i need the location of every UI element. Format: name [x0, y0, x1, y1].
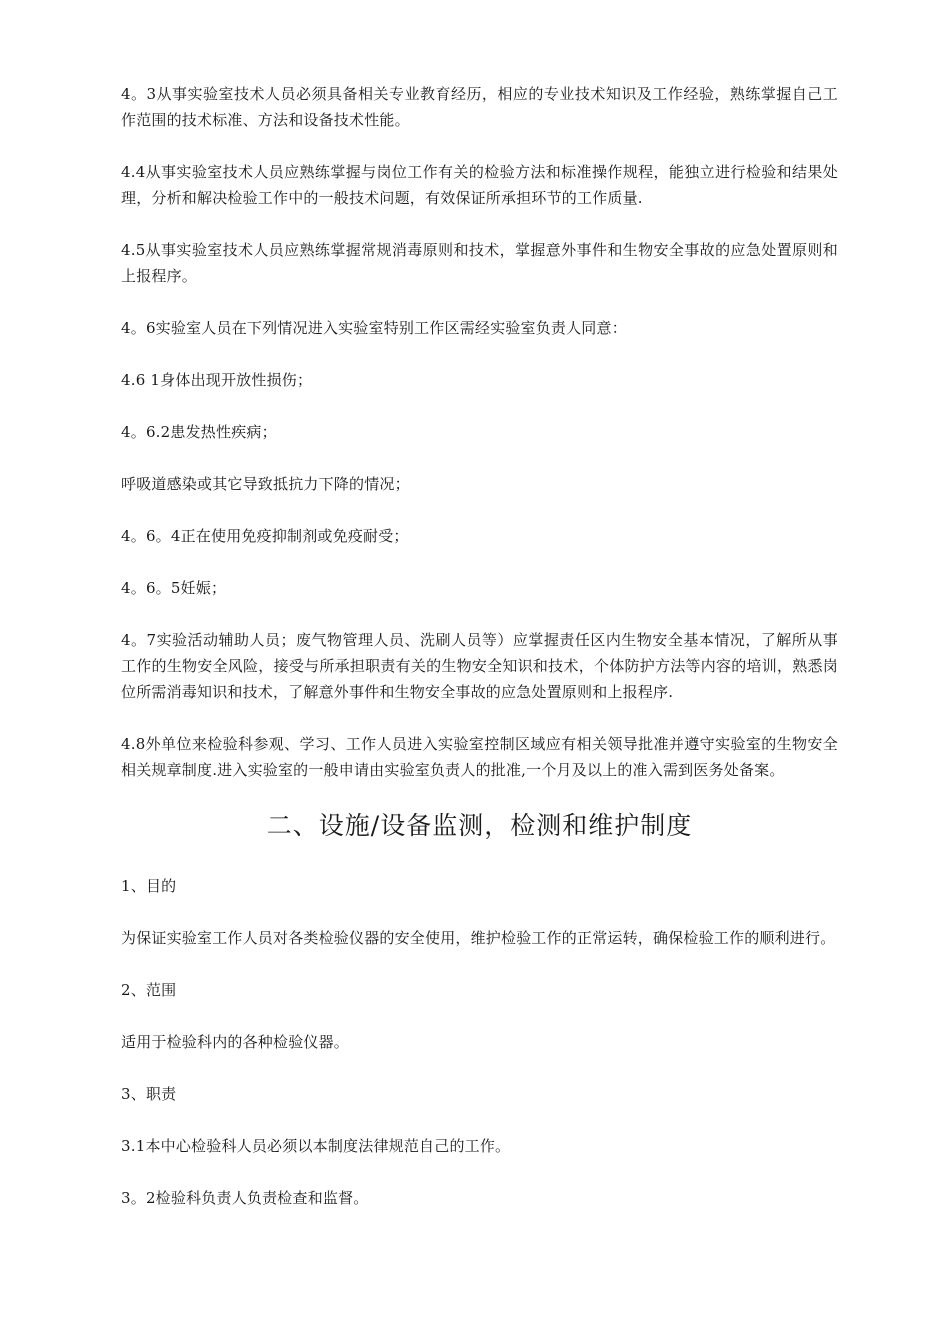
paragraph-4-6-1: 4.6 1身体出现开放性损伤； [121, 371, 313, 389]
paragraph-4-6-2: 4。6.2患发热性疾病； [121, 423, 277, 441]
paragraph-purpose: 为保证实验室工作人员对各类检验仪器的安全使用，维护检验工作的正常运转，确保检验工作的顺利进行。 [121, 929, 836, 947]
paragraph-4-4: 4.4从事实验室技术人员应熟练掌握与岗位工作有关的检验方法和标准操作规程，能独立进行检验和结果处理，分析和解决检验工作中的一般技术问题，有效保证所承担环节的工作质量. [121, 163, 838, 207]
document-page [121, 81, 838, 1237]
paragraph-4-6: 4。6实验室人员在下列情况进入实验室特别工作区需经实验室负责人同意： [121, 319, 627, 337]
paragraph-3-2: 3。2检验科负责人负责检查和监督。 [121, 1189, 369, 1207]
paragraph-4-6-4: 4。6。4正在使用免疫抑制剂或免疫耐受； [121, 527, 409, 545]
subheading-scope: 2、范围 [121, 981, 177, 999]
subheading-responsibilities: 3、职责 [121, 1085, 177, 1103]
paragraph-4-6-3: 呼吸道感染或其它导致抵抗力下降的情况； [121, 475, 410, 493]
paragraph-4-5: 4.5从事实验室技术人员应熟练掌握常规消毒原则和技术，掌握意外事件和生物安全事故的应急处置原则和上报程序。 [121, 241, 838, 285]
paragraph-3-1: 3.1本中心检验科人员必须以本制度法律规范自己的工作。 [121, 1137, 511, 1155]
paragraph-scope: 适用于检验科内的各种检验仪器。 [121, 1033, 350, 1051]
paragraph-4-7: 4。7实验活动辅助人员；废气物管理人员、洗刷人员等）应掌握责任区内生物安全基本情况，了解所从事工作的生物安全风险，接受与所承担职责有关的生物安全知识和技术，个体防护方法等内容的培训，熟悉岗位所需消毒知识和技术，了解意外事件和生物安全事故的应急处置原则和上报程序. [121, 631, 838, 701]
paragraph-4-8: 4.8外单位来检验科参观、学习、工作人员进入实验室控制区域应有相关领导批准并遵守实验室的生物安全相关规章制度.进入实验室的一般申请由实验室负责人的批准,一个月及以上的准入需到医务处备案。 [121, 735, 838, 779]
subheading-purpose: 1、目的 [121, 877, 177, 895]
paragraph-4-3: 4。3从事实验室技术人员必须具备相关专业教育经历，相应的专业技术知识及工作经验，熟练掌握自己工作范围的技术标准、方法和设备技术性能。 [121, 85, 838, 129]
paragraph-4-6-5: 4。6。5妊娠； [121, 579, 227, 597]
section-two-title: 二、设施/设备监测，检测和维护制度 [266, 811, 693, 840]
